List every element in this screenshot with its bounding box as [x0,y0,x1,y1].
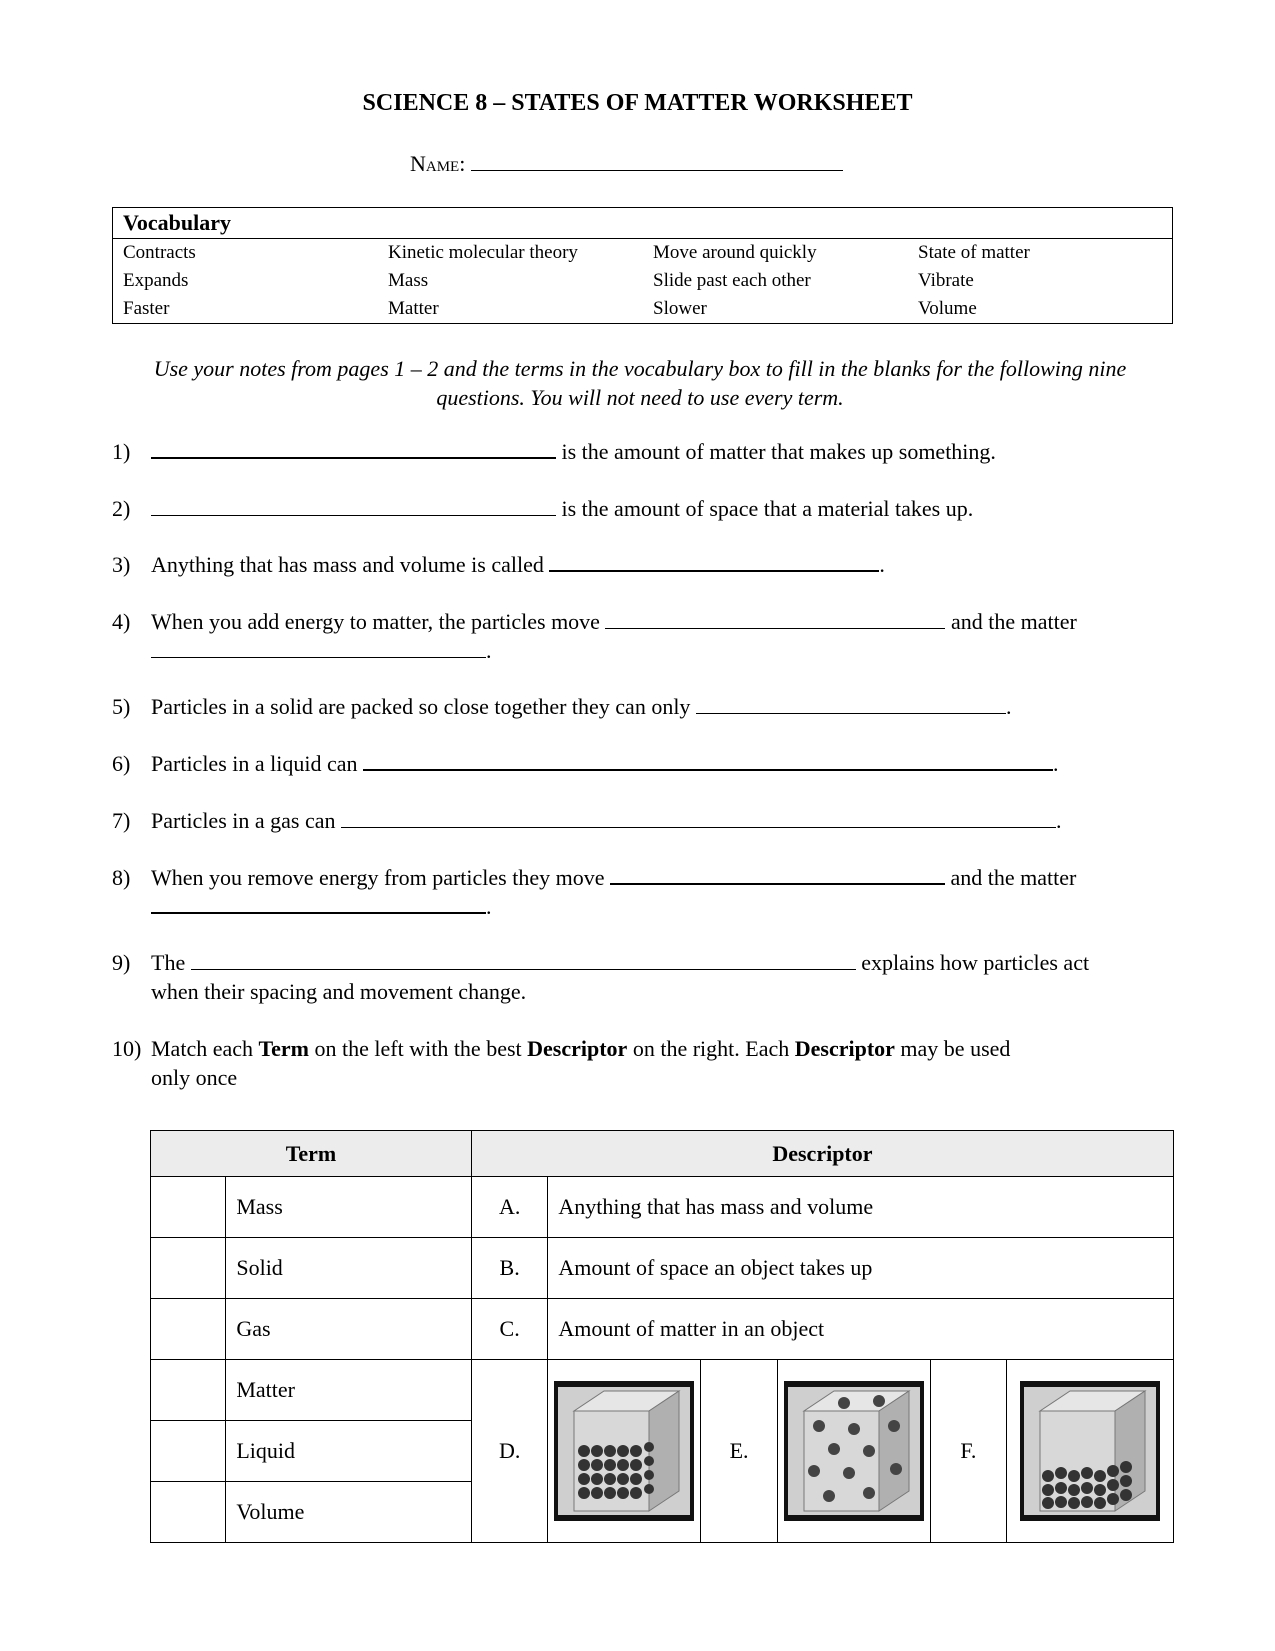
answer-box[interactable] [151,1299,226,1360]
question-number: 3) [112,552,131,577]
picture-letter-f: F. [930,1360,1006,1543]
question-text: only once [151,1065,238,1090]
question-text: on the left with the best [309,1036,528,1061]
question-text: Particles in a gas can [151,808,336,833]
vocab-term: Kinetic molecular theory [388,242,578,263]
term-mass: Mass [226,1177,472,1238]
answer-blank[interactable] [696,693,1006,714]
descriptor-text: Anything that has mass and volume [548,1177,1174,1238]
term-matter: Matter [226,1360,472,1421]
term-solid: Solid [226,1238,472,1299]
liquid-particles-picture [1007,1360,1174,1543]
punctuation: . [879,552,885,577]
vocab-term: Volume [918,298,977,319]
punctuation: . [486,894,492,919]
question-number: 10) [112,1036,142,1061]
question-text: on the right. Each [627,1036,795,1061]
question-number: 6) [112,751,131,776]
answer-blank[interactable] [549,550,879,572]
question-8 [112,863,1182,921]
question-text: is the amount of matter that makes up something. [561,439,996,464]
question-2 [112,494,1182,523]
answer-box[interactable] [151,1177,226,1238]
gas-cube-icon [784,1381,924,1521]
answer-box[interactable] [151,1421,226,1482]
instructions: Use your notes from pages 1 – 2 and the terms in the vocabulary box to fill in the blanks for the following nine questions. You will not need to use every term. [153,356,1127,410]
picture-letter-d: D. [471,1360,548,1543]
question-number: 2) [112,496,131,521]
name-field [410,150,843,177]
answer-blank[interactable] [605,608,945,629]
answer-box[interactable] [151,1482,226,1543]
gas-particles-picture [777,1360,930,1543]
question-number: 7) [112,808,131,833]
page-title: SCIENCE 8 – STATES OF MATTER WORKSHEET [362,90,913,116]
vocab-term: Move around quickly [653,242,817,263]
question-text: and the matter [950,609,1077,634]
question-text: may be used [894,1036,1011,1061]
question-text: Anything that has mass and volume is called [151,552,544,577]
question-text: Descriptor [794,1036,895,1061]
descriptor-letter: C. [471,1299,548,1360]
punctuation: . [1005,694,1012,719]
liquid-cube-icon [1020,1381,1160,1521]
vocabulary-box [112,207,1173,324]
solid-particles-picture [548,1360,701,1543]
vocabulary-terms [113,239,1172,323]
vocabulary-heading: Vocabulary [113,208,1172,239]
vocab-term: Slide past each other [653,270,811,291]
descriptor-letter: A. [471,1177,548,1238]
term-liquid: Liquid [226,1421,472,1482]
question-text: is the amount of space that a material takes up. [561,496,974,521]
question-text: when their spacing and movement change. [151,979,527,1004]
question-text: explains how particles act [861,950,1090,975]
vocab-term: Expands [123,270,189,291]
question-text: The [151,950,186,975]
matching-table [150,1130,1174,1543]
punctuation: . [1056,808,1062,833]
answer-blank[interactable] [151,637,486,658]
question-text: When you add energy to matter, the particles move [151,609,600,634]
descriptor-letter: B. [471,1238,548,1299]
answer-blank[interactable] [151,437,556,459]
question-number: 4) [112,609,131,634]
question-text: Particles in a solid are packed so close together they can only [151,694,691,719]
name-blank[interactable] [471,150,843,171]
picture-letter-e: E. [701,1360,778,1543]
vocab-term: Vibrate [918,270,974,291]
question-4 [112,607,1182,665]
punctuation: . [486,638,492,663]
answer-box[interactable] [151,1238,226,1299]
term-gas: Gas [226,1299,472,1360]
question-text: Match each [151,1036,259,1061]
question-text: Descriptor [527,1036,628,1061]
vocab-term: Matter [388,298,439,319]
question-number: 8) [112,865,131,890]
question-7 [112,806,1182,835]
question-3 [112,550,1182,579]
vocab-term: Slower [653,298,707,319]
question-10 [112,1034,1182,1092]
answer-blank[interactable] [363,749,1053,771]
question-number: 1) [112,439,131,464]
solid-cube-icon [554,1381,694,1521]
vocab-term: State of matter [918,242,1030,263]
answer-blank[interactable] [151,892,486,914]
question-text: When you remove energy from particles they move [151,865,605,890]
answer-box[interactable] [151,1360,226,1421]
punctuation: . [1053,751,1059,776]
question-text: Term [258,1036,310,1061]
term-volume: Volume [226,1482,472,1543]
question-1 [112,437,1182,466]
question-9 [112,948,1182,1006]
question-text: and the matter [950,865,1077,890]
answer-blank[interactable] [191,949,856,970]
vocab-term: Mass [388,270,429,291]
vocab-term: Faster [123,298,170,319]
descriptor-header: Descriptor [471,1131,1173,1177]
answer-blank[interactable] [341,807,1056,828]
question-number: 5) [112,694,131,719]
descriptor-text: Amount of space an object takes up [548,1238,1174,1299]
answer-blank[interactable] [151,495,556,516]
descriptor-text: Amount of matter in an object [548,1299,1174,1360]
question-5 [112,692,1182,721]
vocab-term: Contracts [123,242,196,263]
name-label: Name: [410,151,466,176]
answer-blank[interactable] [610,863,945,885]
question-number: 9) [112,950,131,975]
term-header: Term [151,1131,472,1177]
question-6 [112,749,1182,778]
question-text: Particles in a liquid can [151,751,358,776]
